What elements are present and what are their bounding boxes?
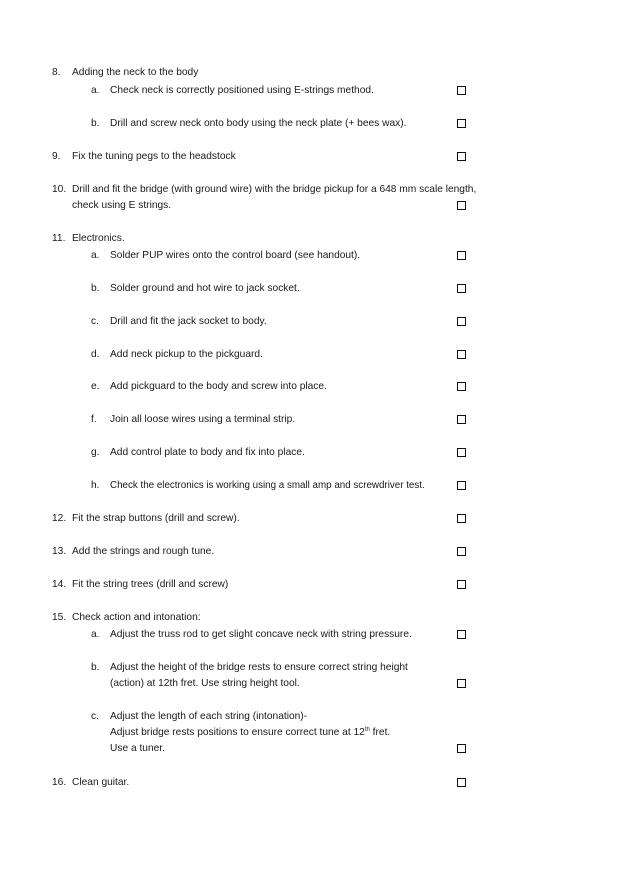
item-text: Adding the neck to the body xyxy=(72,67,199,78)
sub-item-text: Drill and fit the jack socket to body. xyxy=(110,316,267,327)
sub-item-text: Add pickguard to the body and screw into place. xyxy=(110,381,327,392)
checkbox[interactable] xyxy=(457,284,466,293)
sub-item-text: Adjust the height of the bridge rests to ensure correct string height xyxy=(110,662,408,673)
sub-item-letter: e. xyxy=(91,381,100,392)
checkbox[interactable] xyxy=(457,580,466,589)
sub-item-text: Adjust the truss rod to get slight concave neck with string pressure. xyxy=(110,629,412,640)
item-number: 13. xyxy=(52,546,67,557)
sub-item-text-continued xyxy=(110,726,390,739)
checkbox[interactable] xyxy=(457,382,466,391)
item-number: 11. xyxy=(52,233,66,244)
item-text: Electronics. xyxy=(72,233,125,244)
sub-item-text-continued: (action) at 12th fret. Use string height tool. xyxy=(110,678,300,689)
checkbox[interactable] xyxy=(457,201,466,210)
sub-item-letter: h. xyxy=(91,480,100,491)
sub-item-text: Add control plate to body and fix into place. xyxy=(110,447,305,458)
checkbox[interactable] xyxy=(457,744,466,753)
checkbox[interactable] xyxy=(457,778,466,787)
checkbox[interactable] xyxy=(457,251,466,260)
sub-item-text: Check the electronics is working using a small amp and screwdriver test. xyxy=(110,480,425,491)
checkbox[interactable] xyxy=(457,415,466,424)
checkbox[interactable] xyxy=(457,86,466,95)
sub-item-letter: a. xyxy=(91,250,100,261)
item-number: 14. xyxy=(52,579,67,590)
item-text-continued: check using E strings. xyxy=(72,200,172,211)
sub-item-letter: c. xyxy=(91,316,99,327)
sub-item-letter: f. xyxy=(91,414,97,425)
checkbox[interactable] xyxy=(457,514,466,523)
item-number: 10. xyxy=(52,184,67,195)
item-number: 15. xyxy=(52,612,67,623)
sub-item-letter: b. xyxy=(91,283,100,294)
sub-item-text: Drill and screw neck onto body using the neck plate (+ bees wax). xyxy=(110,118,407,129)
checkbox[interactable] xyxy=(457,119,466,128)
sub-item-letter: a. xyxy=(91,629,100,640)
item-text: Fit the strap buttons (drill and screw). xyxy=(72,513,240,524)
item-text: Add the strings and rough tune. xyxy=(72,546,215,557)
item-text: Clean guitar. xyxy=(72,777,130,788)
checkbox[interactable] xyxy=(457,679,466,688)
sub-item-letter: g. xyxy=(91,447,100,458)
text-part: fret. xyxy=(369,727,391,738)
item-number: 9. xyxy=(52,151,61,162)
checkbox[interactable] xyxy=(457,152,466,161)
sub-item-text: Solder ground and hot wire to jack socket. xyxy=(110,283,300,294)
checkbox[interactable] xyxy=(457,630,466,639)
sub-item-text: Join all loose wires using a terminal strip. xyxy=(110,414,296,425)
checkbox[interactable] xyxy=(457,448,466,457)
sub-item-text: Solder PUP wires onto the control board (see handout). xyxy=(110,250,361,261)
sub-item-text-continued: Use a tuner. xyxy=(110,743,165,754)
checkbox[interactable] xyxy=(457,481,466,490)
checkbox[interactable] xyxy=(457,547,466,556)
sub-item-letter: a. xyxy=(91,85,100,96)
sub-item-letter: d. xyxy=(91,349,100,360)
item-text: Fix the tuning pegs to the headstock xyxy=(72,151,236,162)
sub-item-text: Adjust the length of each string (intonation)- xyxy=(110,711,308,722)
item-number: 8. xyxy=(52,67,61,78)
sub-item-letter: b. xyxy=(91,118,100,129)
text-part: Adjust bridge rests positions to ensure correct tune at 12 xyxy=(110,727,365,738)
sub-item-letter: b. xyxy=(91,662,100,673)
item-text: Drill and fit the bridge (with ground wire) with the bridge pickup for a 648 mm scale length, xyxy=(72,184,477,195)
sub-item-text: Add neck pickup to the pickguard. xyxy=(110,349,263,360)
checkbox[interactable] xyxy=(457,317,466,326)
checkbox[interactable] xyxy=(457,350,466,359)
item-number: 16. xyxy=(52,777,67,788)
ordinal-suffix: th xyxy=(364,727,370,733)
sub-item-letter: c. xyxy=(91,711,99,722)
item-number: 12. xyxy=(52,513,67,524)
sub-item-text: Check neck is correctly positioned using E-strings method. xyxy=(110,85,374,96)
item-text: Check action and intonation: xyxy=(72,612,201,623)
item-text: Fit the string trees (drill and screw) xyxy=(72,579,229,590)
